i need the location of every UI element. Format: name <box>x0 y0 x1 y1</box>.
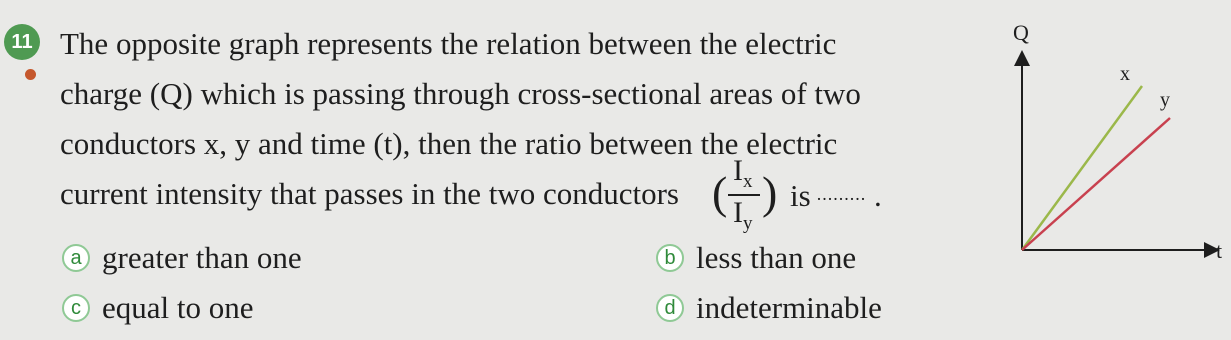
y-axis-label: Q <box>1013 20 1029 45</box>
option-letter-d: d <box>656 294 684 322</box>
option-b[interactable] <box>656 240 856 276</box>
question-tail <box>790 178 882 214</box>
question-line-3: conductors x, y and time (t), then the ratio between the electric <box>60 126 838 161</box>
option-text-c: equal to one <box>102 290 254 325</box>
question-line-4: current intensity that passes in the two conductors <box>60 176 680 211</box>
line-y-label: y <box>1160 89 1170 111</box>
question-line-2: charge (Q) which is passing through cross-sectional areas of two <box>60 76 861 111</box>
question-line-1: The opposite graph represents the relation between the electric <box>60 26 837 61</box>
fraction-denominator: $I_y$ <box>733 196 753 234</box>
option-letter-c: c <box>62 294 90 322</box>
fraction-numerator: $I_x$ <box>733 154 753 192</box>
option-letter-a: a <box>62 244 90 272</box>
tail-text: is <box>790 178 811 213</box>
x-axis-label: t <box>1216 238 1223 263</box>
current-ratio-fraction <box>712 152 780 238</box>
line-x-label: x <box>1120 63 1130 85</box>
close-paren: ) <box>762 167 778 218</box>
option-d[interactable] <box>656 290 882 326</box>
option-text-b: less than one <box>696 240 857 275</box>
answer-blank: ......... <box>816 184 867 204</box>
line-y <box>1022 118 1170 250</box>
option-c[interactable] <box>62 290 254 326</box>
bullet-dot <box>25 69 36 80</box>
question-number: 11 <box>11 30 33 53</box>
option-letter-b: b <box>656 244 684 272</box>
option-text-a: greater than one <box>102 240 302 275</box>
charge-time-graph <box>1000 20 1231 265</box>
open-paren: ( <box>712 167 728 218</box>
tail-period: . <box>873 178 882 213</box>
option-text-d: indeterminable <box>696 290 882 325</box>
question-number-badge <box>4 24 40 60</box>
option-a[interactable] <box>62 240 302 276</box>
line-x <box>1022 86 1142 250</box>
